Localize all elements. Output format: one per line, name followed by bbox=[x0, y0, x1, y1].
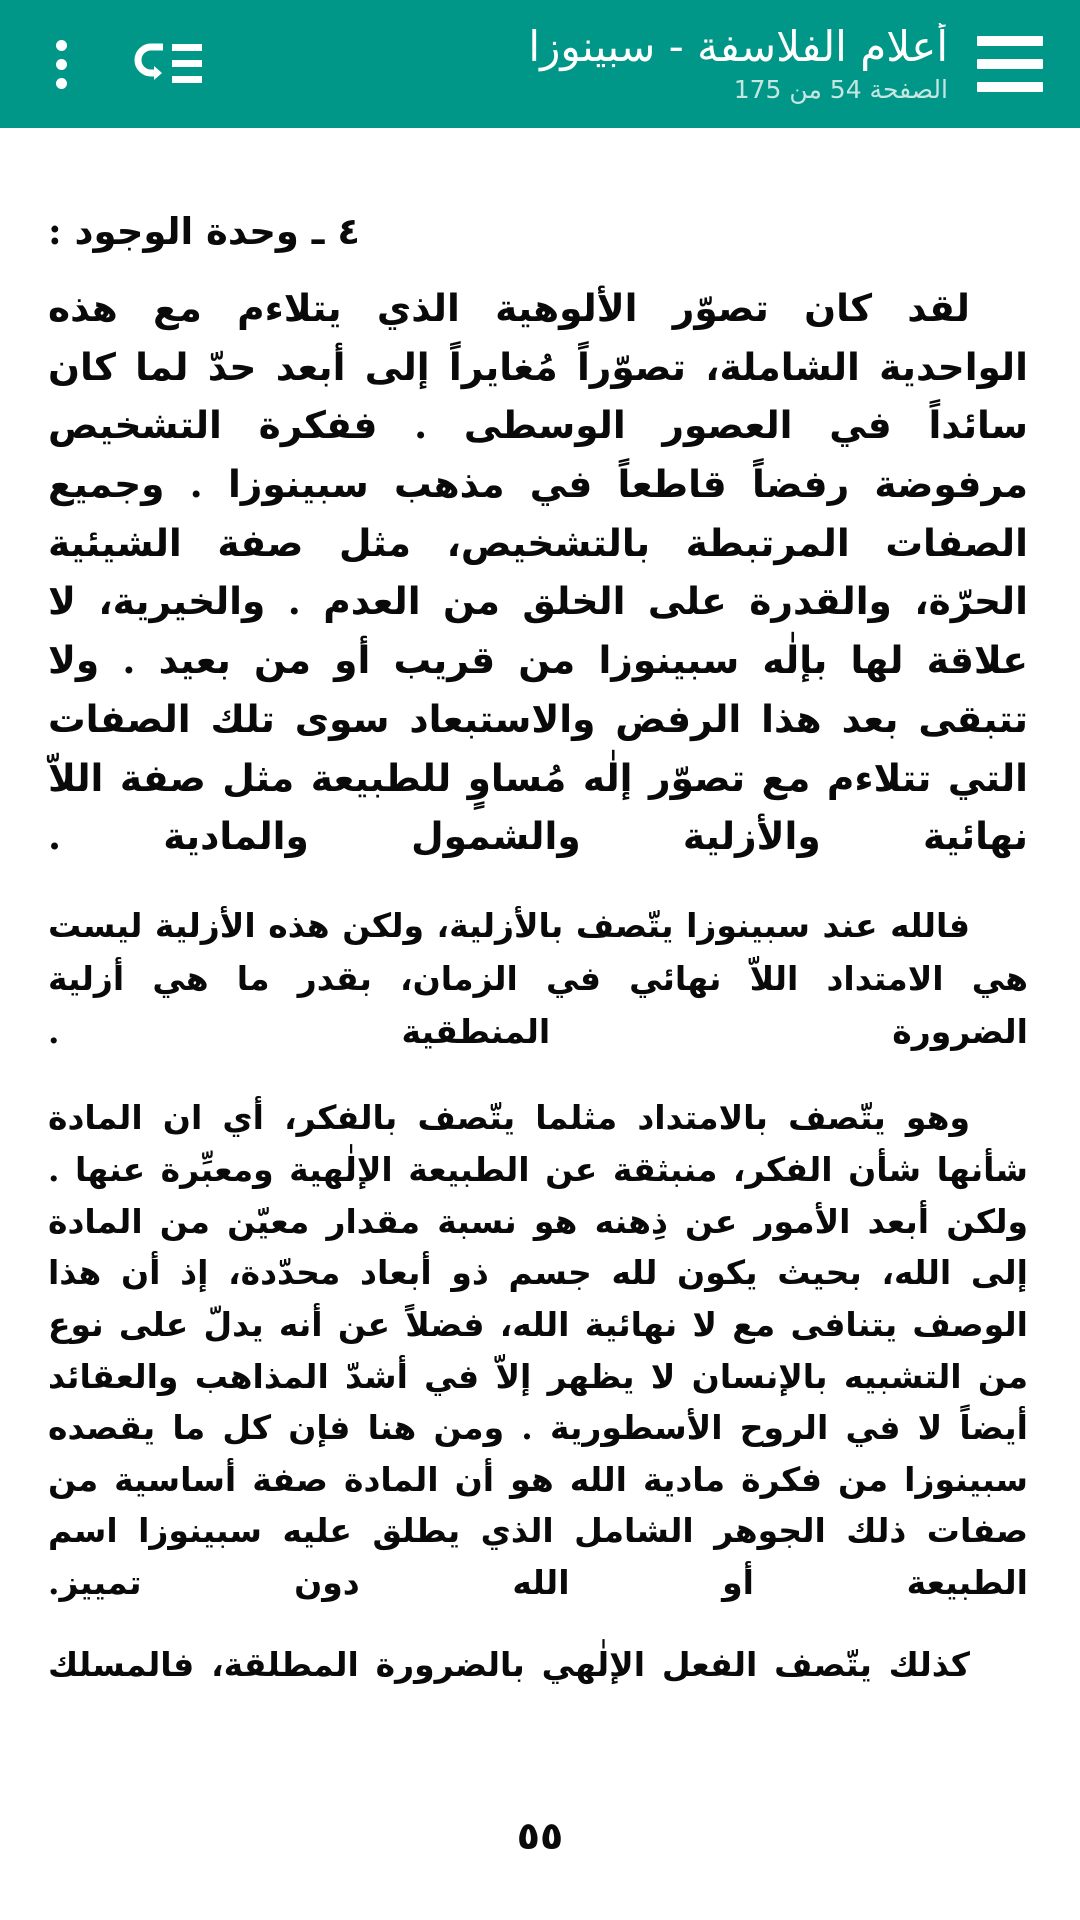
paragraph-4-text: كذلك يتّصف الفعل الإلٰهي بالضرورة المطلقة، فالمسلك bbox=[48, 1644, 970, 1684]
app-bar-left-actions bbox=[0, 33, 208, 95]
paragraph-4 bbox=[48, 1639, 1028, 1692]
page-title: أعلام الفلاسفة - سبينوزا bbox=[528, 23, 948, 72]
paragraph-2 bbox=[48, 900, 1028, 1058]
overflow-dot-3 bbox=[56, 78, 67, 89]
overflow-dot-2 bbox=[56, 59, 67, 70]
hamburger-bar-3 bbox=[977, 82, 1043, 92]
paragraph-1 bbox=[48, 279, 1028, 866]
overflow-menu-icon[interactable] bbox=[36, 33, 86, 95]
paragraph-1-text: لقد كان تصوّر الألوهية الذي يتلاءم مع هذه الواحدية الشاملة، تصوّراً مُغايراً إلى أبعد حدّ لما كان سائداً في العصور الوسطى . ففكرة التشخيص مرفوضة رفضاً قاطعاً في مذهب سبينوزا . وجميع الصفات المرتبطة بالتشخيص، مثل صفة الشيئية الحرّة، والقدرة على الخلق من العدم . والخيرية، لا علاقة لها بإلٰه سبينوزا من قريب أو من بعيد . ولا تتبقى بعد هذا الرفض والاستبعاد سوى تلك الصفات التي تتلاءم مع تصوّر إلٰه مُساوٍ للطبيعة مثل صفة اللاّ نهائية والأزلية والشمول والمادية . bbox=[48, 286, 1028, 859]
page-number-folio: ٥٥ bbox=[516, 1813, 564, 1858]
app-bar bbox=[0, 0, 1080, 128]
hamburger-bar-2 bbox=[977, 59, 1043, 69]
paragraph-3-text: وهو يتّصف بالامتداد مثلما يتّصف بالفكر، أي ان المادة شأنها شأن الفكر، منبثقة عن الطبيعة الإلٰهية ومعبِّرة عنها . ولكن أبعد الأمور عن ذِهنه هو نسبة مقدار معيّن من المادة إلى الله، بحيث يكون لله جسم ذو أبعاد محدّدة، إذ أن هذا الوصف يتنافى مع لا نهائية الله، فضلاً عن أنه يدلّ على نوع من التشبيه بالإنسان لا يظهر إلاّ في أشدّ المذاهب والعقائد أيضاً لا في الروح الأسطورية . ومن هنا فإن كل ما يقصده سبينوزا من فكرة مادية الله هو أن المادة صفة أساسية من صفات ذلك الجوهر الشامل الذي يطلق عليه سبينوزا اسم الطبيعة أو الله دون تمييز. bbox=[48, 1098, 1028, 1603]
text-reflow-icon[interactable] bbox=[132, 33, 208, 95]
app-bar-titles bbox=[208, 23, 974, 105]
page-content bbox=[48, 206, 1028, 1692]
overflow-dot-1 bbox=[56, 40, 67, 51]
hamburger-menu-icon[interactable] bbox=[974, 33, 1046, 95]
paragraph-3 bbox=[48, 1092, 1028, 1608]
reader-page[interactable] bbox=[0, 128, 1080, 1920]
hamburger-bar-1 bbox=[977, 36, 1043, 46]
section-heading: ٤ ـ وحدة الوجود : bbox=[48, 209, 360, 253]
app-bar-right-actions bbox=[974, 33, 1080, 95]
page-counter-label: الصفحة 54 من 175 bbox=[733, 75, 948, 105]
paragraph-2-text: فالله عند سبينوزا يتّصف بالأزلية، ولكن هذه الأزلية ليست هي الامتداد اللاّ نهائي في الزمان، بقدر ما هي أزلية الضرورة المنطقية . bbox=[48, 905, 1028, 1051]
